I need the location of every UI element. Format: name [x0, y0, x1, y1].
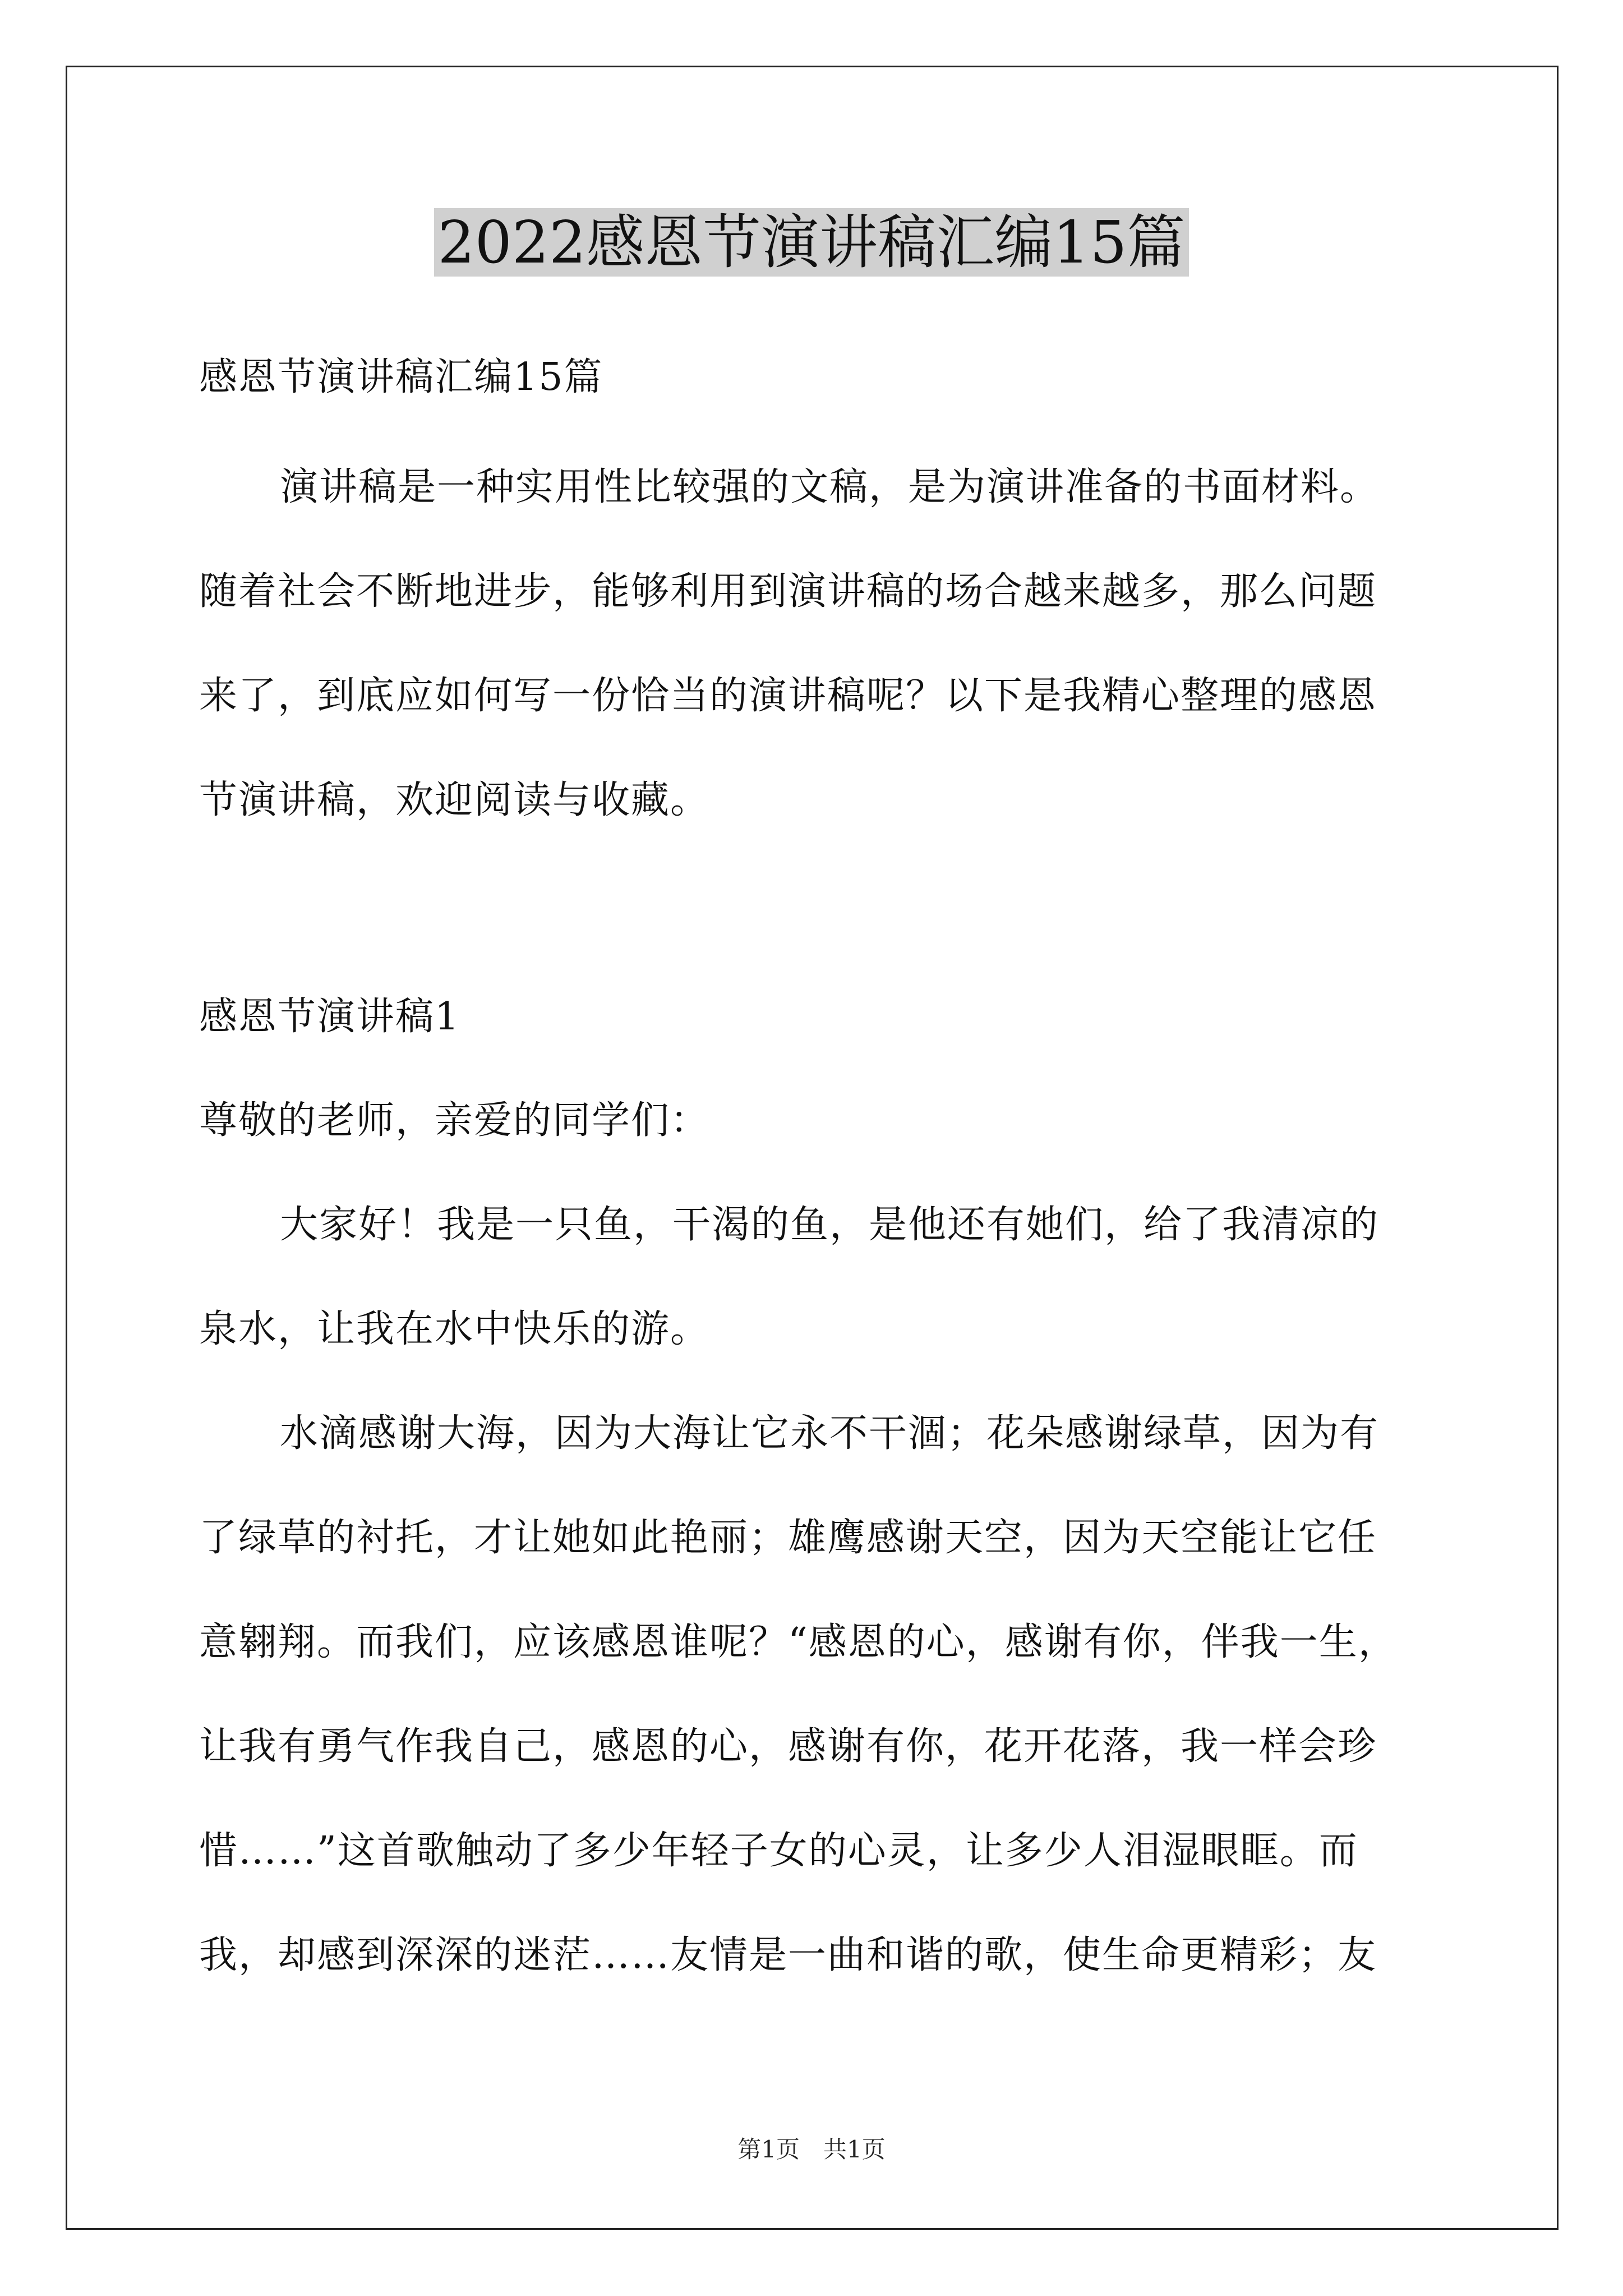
document-title-text: 2022感恩节演讲稿汇编15篇 [434, 208, 1188, 277]
body-paragraph-line: 大家好！我是一只鱼，干渴的鱼，是他还有她们，给了我清凉的 [280, 1203, 1380, 1247]
body-paragraph-line: 了绿草的衬托，才让她如此艳丽；雄鹰感谢天空，因为天空能让它任 [199, 1516, 1377, 1560]
subtitle-line: 感恩节演讲稿汇编15篇 [199, 355, 603, 399]
intro-paragraph-line: 来了，到底应如何写一份恰当的演讲稿呢？以下是我精心整理的感恩 [199, 674, 1377, 718]
body-paragraph-line: 我，却感到深深的迷茫……友情是一曲和谐的歌，使生命更精彩；友 [199, 1933, 1377, 1977]
intro-paragraph-line: 节演讲稿，欢迎阅读与收藏。 [199, 778, 710, 822]
body-paragraph-line: 意翱翔。而我们，应该感恩谁呢？“感恩的心，感谢有你，伴我一生， [199, 1620, 1398, 1664]
document-title [0, 203, 1623, 282]
body-paragraph-line: 泉水，让我在水中快乐的游。 [199, 1307, 710, 1351]
intro-paragraph-line: 演讲稿是一种实用性比较强的文稿，是为演讲准备的书面材料。 [280, 465, 1380, 509]
salutation-line: 尊敬的老师，亲爱的同学们： [199, 1098, 710, 1143]
body-paragraph-line: 让我有勇气作我自己，感恩的心，感谢有你，花开花落，我一样会珍 [199, 1724, 1377, 1769]
intro-paragraph-line: 随着社会不断地进步，能够利用到演讲稿的场合越来越多，那么问题 [199, 569, 1377, 614]
body-paragraph-line: 惜……”这首歌触动了多少年轻子女的心灵，让多少人泪湿眼眶。而 [199, 1829, 1358, 1873]
page-number-footer: 第1页 共1页 [737, 2136, 886, 2163]
body-paragraph-line: 水滴感谢大海，因为大海让它永不干涸；花朵感谢绿草，因为有 [280, 1411, 1380, 1456]
section-heading: 感恩节演讲稿1 [199, 995, 460, 1039]
